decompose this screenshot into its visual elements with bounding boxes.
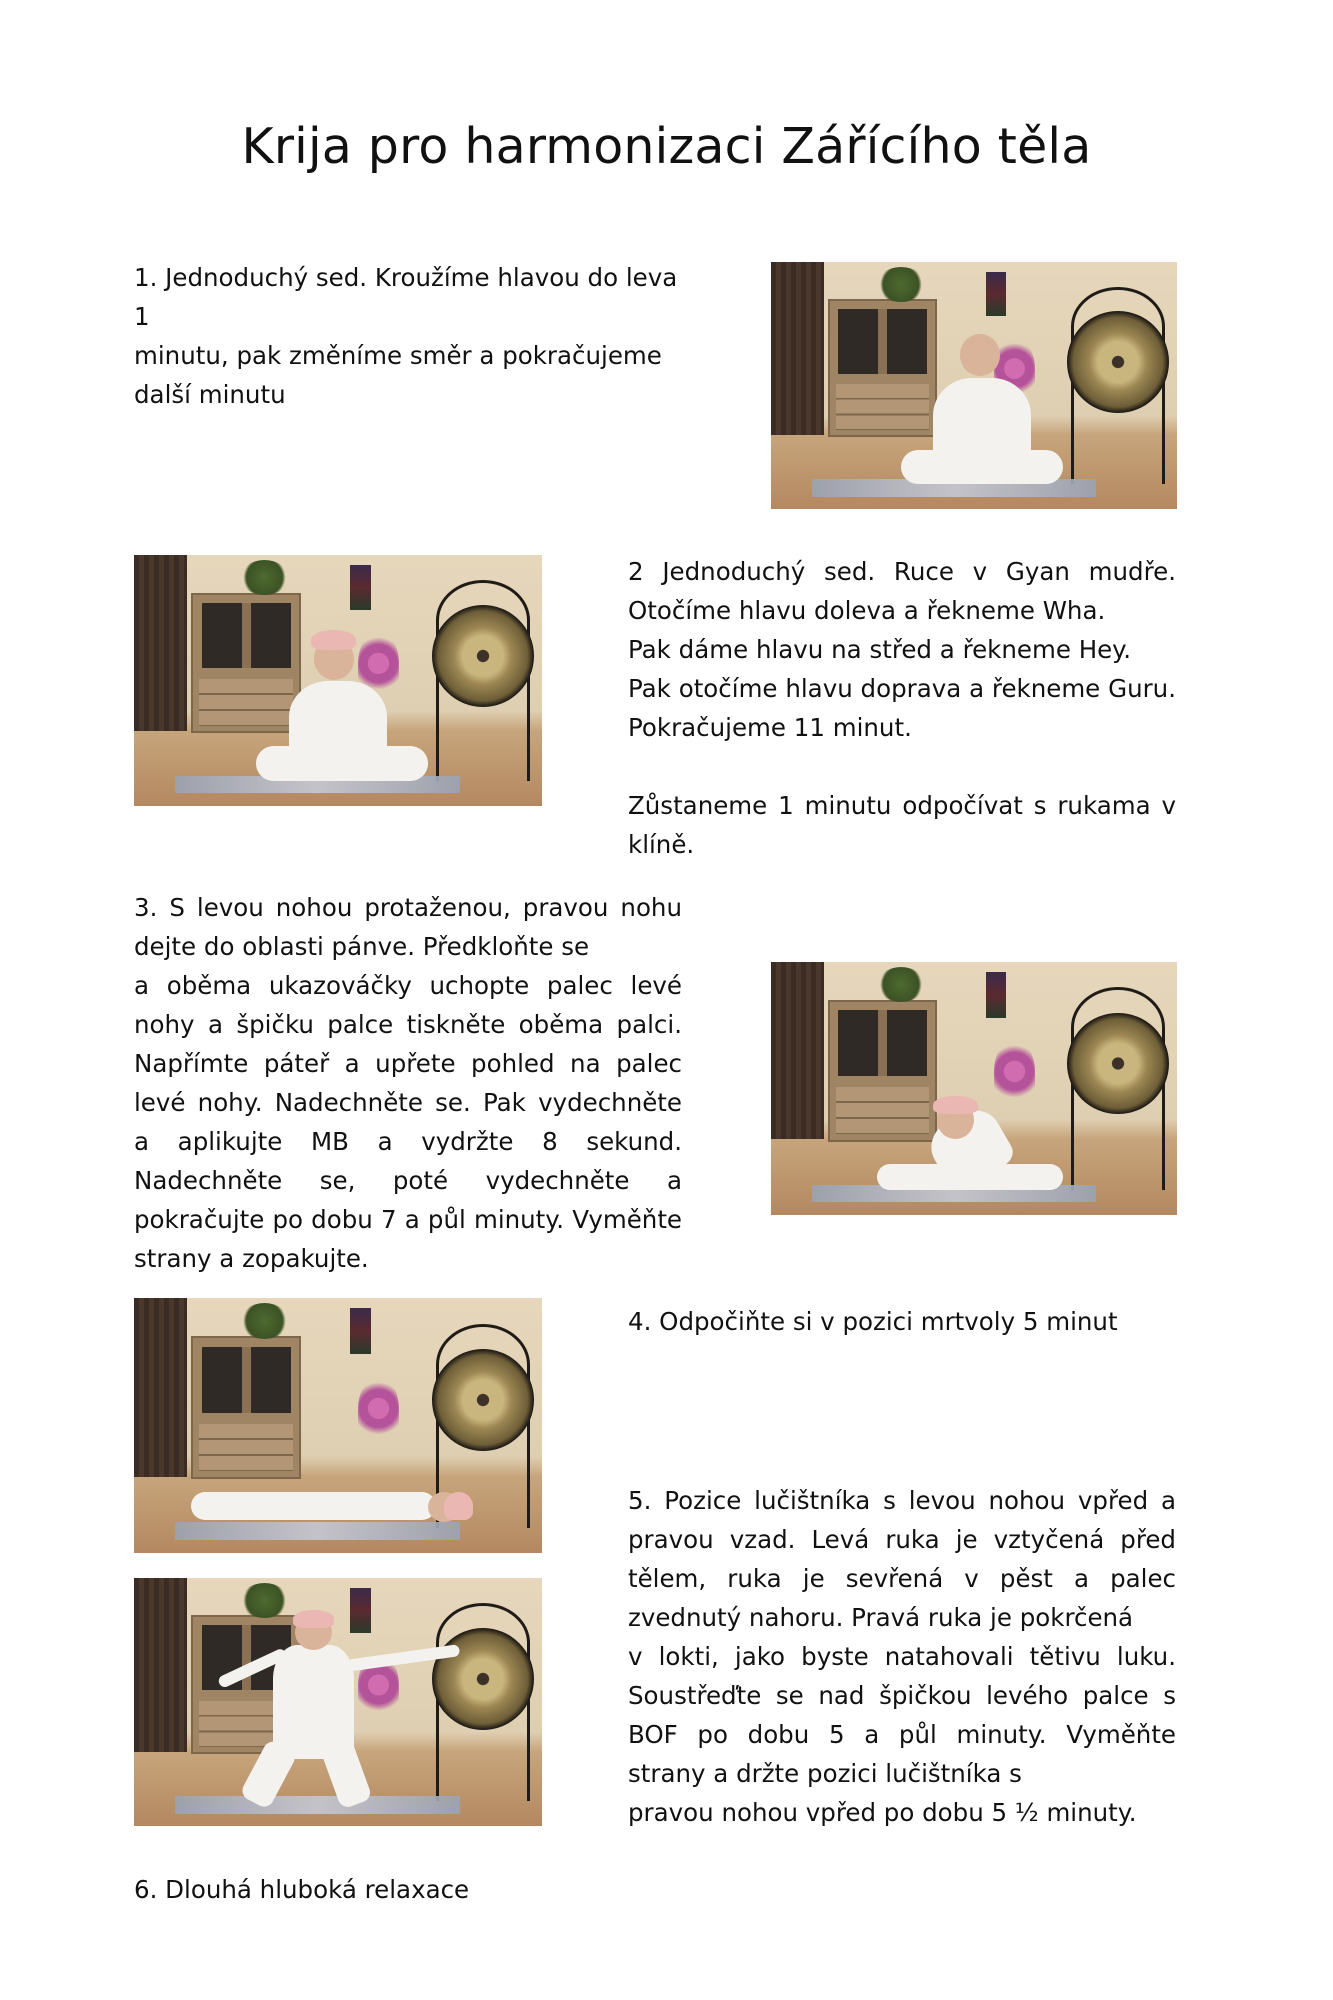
step-5-para: pravou nohou vpřed po dobu 5 ½ minuty.	[628, 1798, 1137, 1827]
step-3-text	[134, 888, 682, 1278]
step-1-line: 1. Jednoduchý sed. Kroužíme hlavou do leva 1	[134, 263, 678, 331]
step-1-text	[134, 258, 694, 414]
step-4-line: 4. Odpočiňte si v pozici mrtvoly 5 minut	[628, 1307, 1118, 1336]
step-2-para: Zůstaneme 1 minutu odpočívat s rukama v klíně.	[628, 791, 1176, 859]
step-4-text	[628, 1302, 1176, 1341]
step-2-para: Pak otočíme hlavu doprava a řekneme Guru. Pokračujeme 11 minut.	[628, 674, 1176, 742]
step-3-photo	[771, 962, 1177, 1215]
page-title: Krija pro harmonizaci Zářícího těla	[241, 118, 1092, 175]
step-2-text	[628, 552, 1176, 864]
step-2-para: Pak dáme hlavu na střed a řekneme Hey.	[628, 635, 1131, 664]
step-5-para: 5. Pozice lučištníka s levou nohou vpřed a pravou vzad. Levá ruka je vztyčená před tělem, ruka je sevřená v pěst a palec zvednutý nahoru. Pravá ruka je pokrčená	[628, 1486, 1176, 1632]
step-5-para: v lokti, jako byste natahovali tětivu luku. Soustřeďte se nad špičkou levého palce s BOF po dobu 5 a půl minuty. Vyměňte strany a držte pozici lučištníka s	[628, 1642, 1176, 1788]
step-2-photo	[134, 555, 542, 806]
step-5-text	[628, 1481, 1176, 1832]
step-6-line: 6. Dlouhá hluboká relaxace	[134, 1875, 470, 1904]
step-6-text	[134, 1870, 694, 1909]
step-3-para: a oběma ukazováčky uchopte palec levé nohy a špičku palce tiskněte oběma palci. Napřímte páteř a upřete pohled na palec levé nohy. Nadechněte se. Pak vydechněte a aplikujte MB a vydržte 8 sekund. Nadechněte se, poté vydechněte a pokračujte po dobu 7 a půl minuty. Vyměňte strany a zopakujte.	[134, 971, 682, 1273]
step-5-photo	[134, 1578, 542, 1826]
step-3-para: 3. S levou nohou protaženou, pravou nohu dejte do oblasti pánve. Předkloňte se	[134, 893, 682, 961]
step-2-para: 2 Jednoduchý sed. Ruce v Gyan mudře. Otočíme hlavu doleva a řekneme Wha.	[628, 557, 1176, 625]
step-1-line: další minutu	[134, 380, 286, 409]
step-1-photo	[771, 262, 1177, 509]
step-1-line: minutu, pak změníme směr a pokračujeme	[134, 341, 662, 370]
step-4-photo	[134, 1298, 542, 1553]
